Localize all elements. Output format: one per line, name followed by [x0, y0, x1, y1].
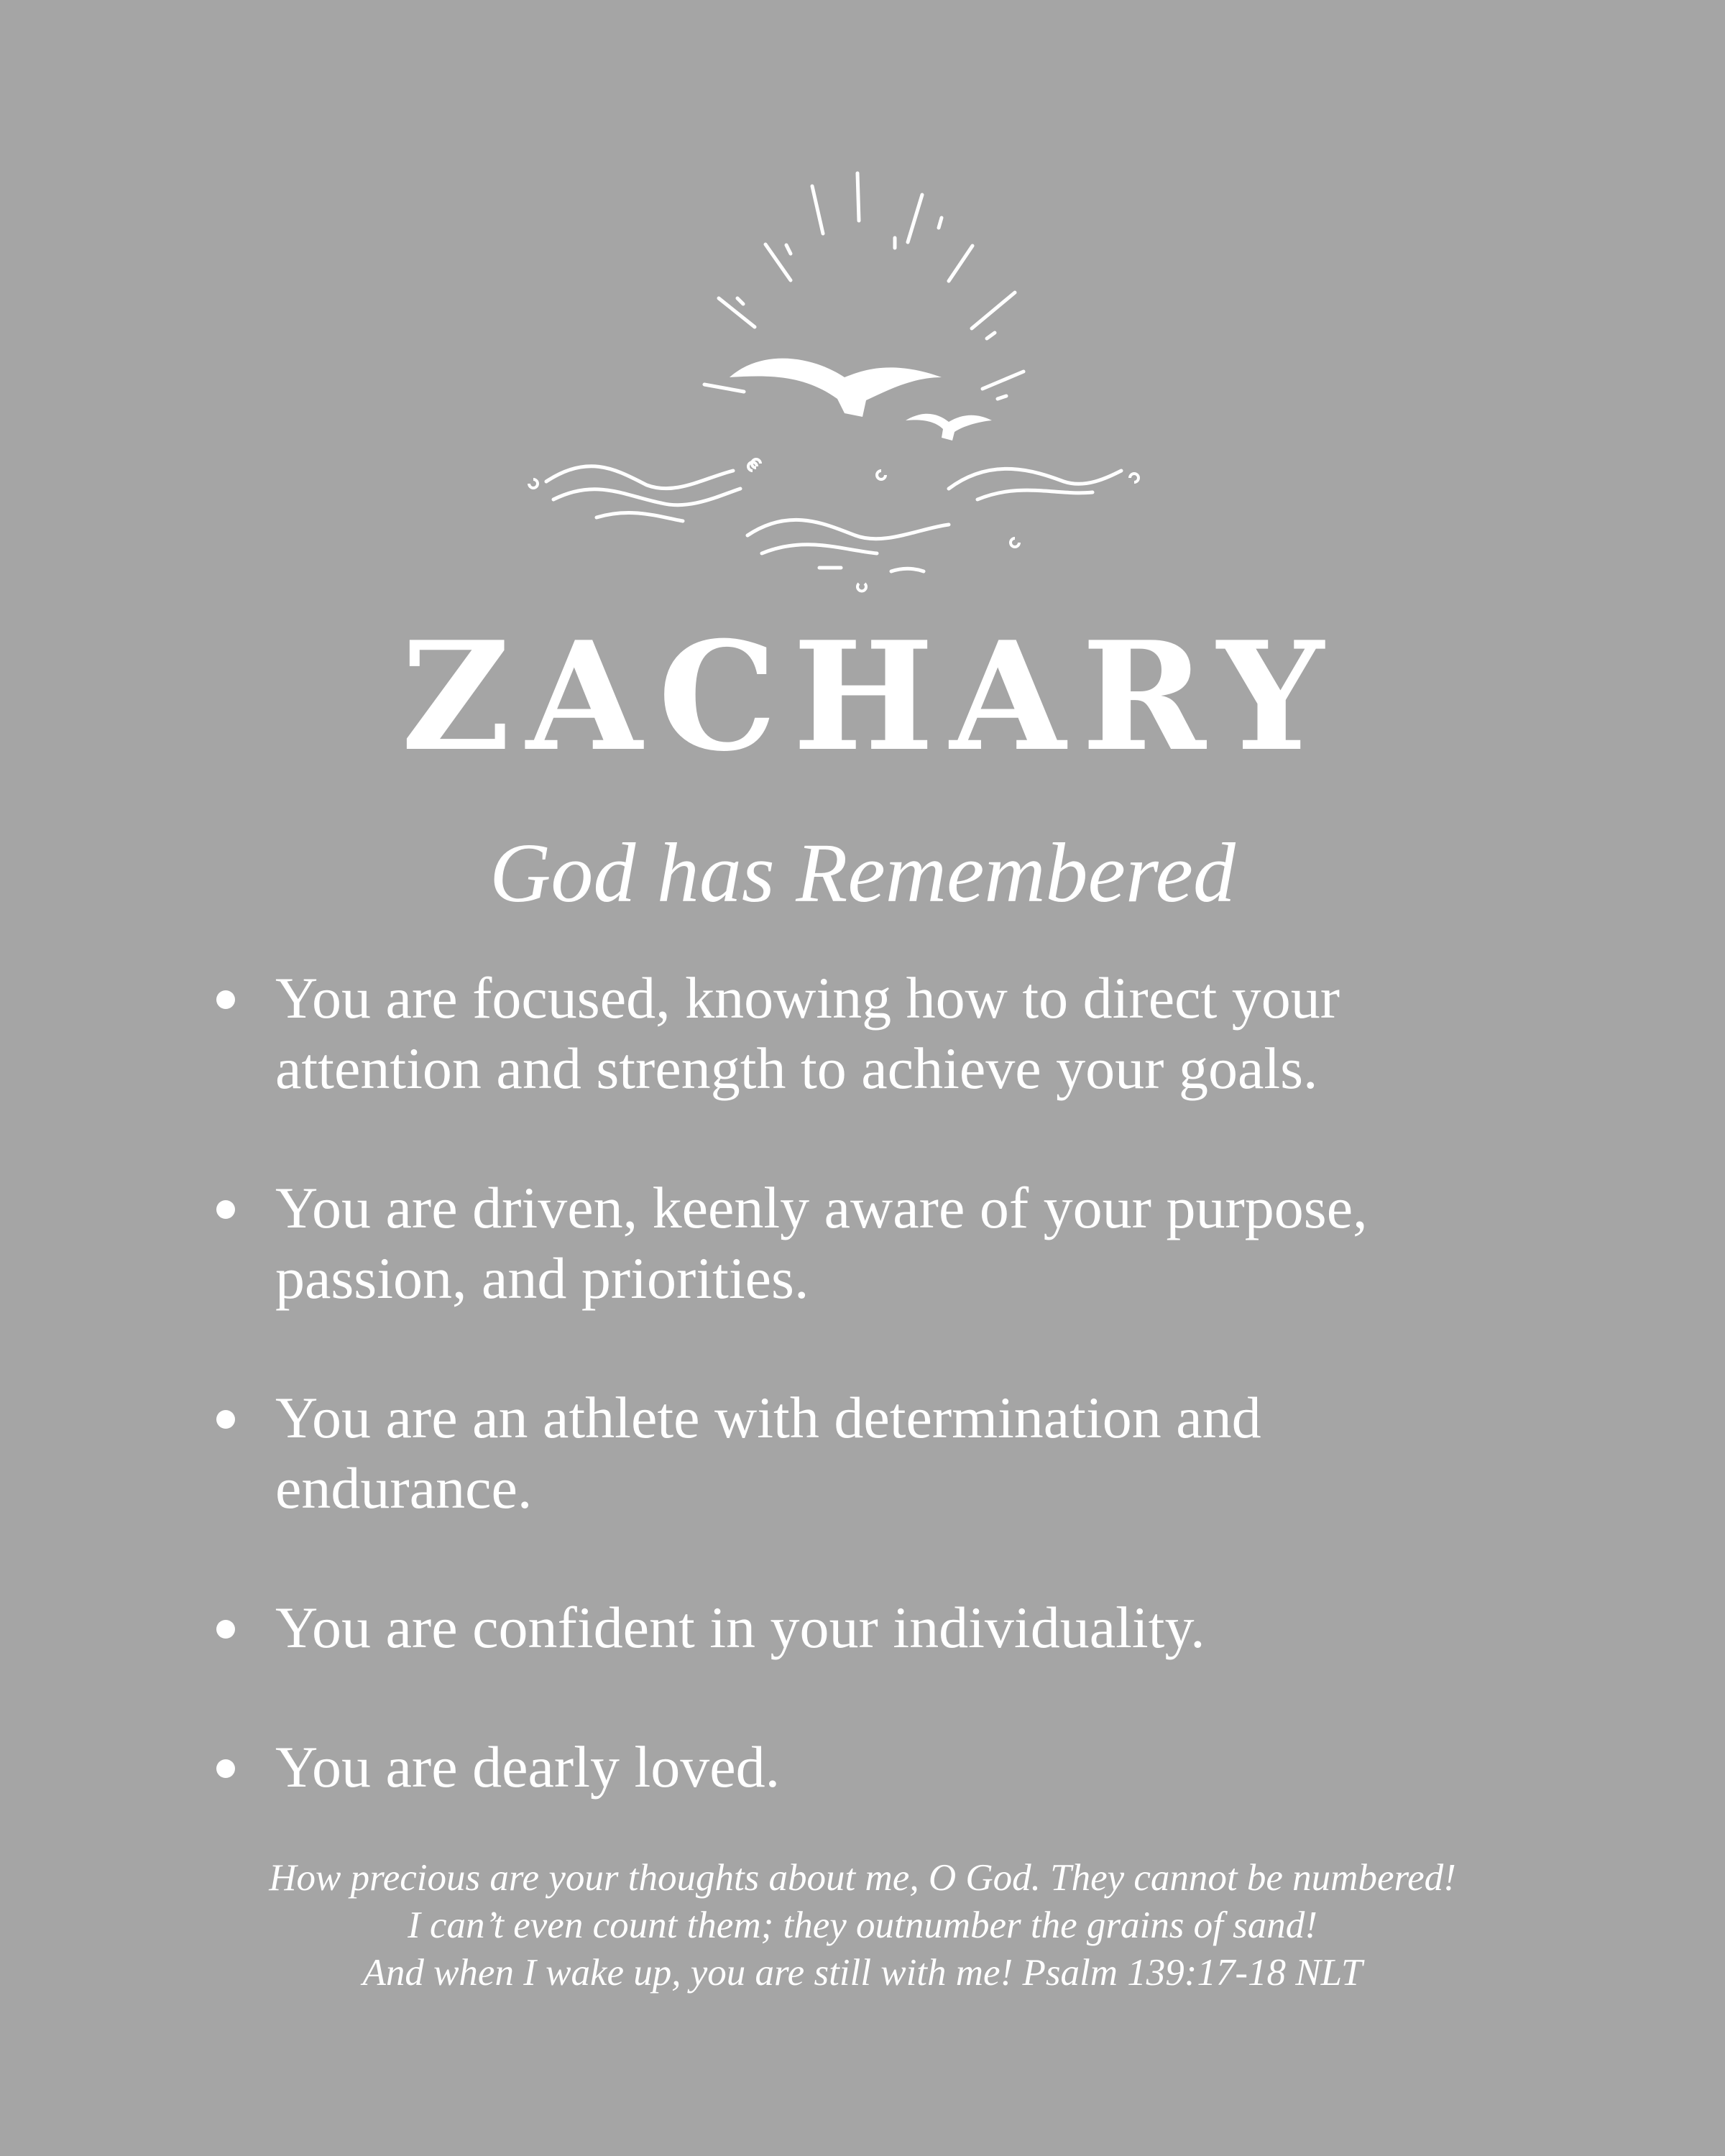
affirmations-list [208, 963, 1574, 1802]
bullet-dot-icon [216, 1620, 235, 1639]
bullet-dot-icon [216, 990, 235, 1009]
list-item-line: attention and strength to achieve your goals. [275, 1036, 1318, 1101]
list-item [208, 1383, 1574, 1524]
list-item [208, 1732, 1574, 1802]
seagulls-over-waves-sunburst-icon [503, 162, 1222, 607]
list-item [208, 963, 1574, 1104]
list-item [208, 1173, 1574, 1314]
list-item-line: endurance. [275, 1455, 533, 1521]
verse-line: And when I wake up, you are still with me! Psalm 139:17-18 NLT [362, 1952, 1363, 1994]
scripture-verse [0, 1854, 1725, 1996]
list-item-line: You are focused, knowing how to direct your [275, 965, 1340, 1031]
bullet-dot-icon [216, 1759, 235, 1778]
bullet-dot-icon [216, 1410, 235, 1429]
list-item-line: You are dearly loved. [275, 1734, 781, 1800]
name-meaning: God has Remembered [489, 826, 1236, 920]
list-item-line: You are an athlete with determination and [275, 1385, 1261, 1450]
verse-line: How precious are your thoughts about me, O God. They cannot be numbered! [269, 1857, 1456, 1899]
verse-line: I can’t even count them; they outnumber the grains of sand! [408, 1904, 1317, 1946]
list-item [208, 1593, 1574, 1663]
list-item-line: You are driven, keenly aware of your purpose, [275, 1175, 1368, 1240]
list-item-line: passion, and priorities. [275, 1245, 809, 1311]
bullet-dot-icon [216, 1200, 235, 1219]
name-title: ZACHARY [401, 609, 1340, 785]
list-item-line: You are confident in your individuality. [275, 1595, 1205, 1660]
